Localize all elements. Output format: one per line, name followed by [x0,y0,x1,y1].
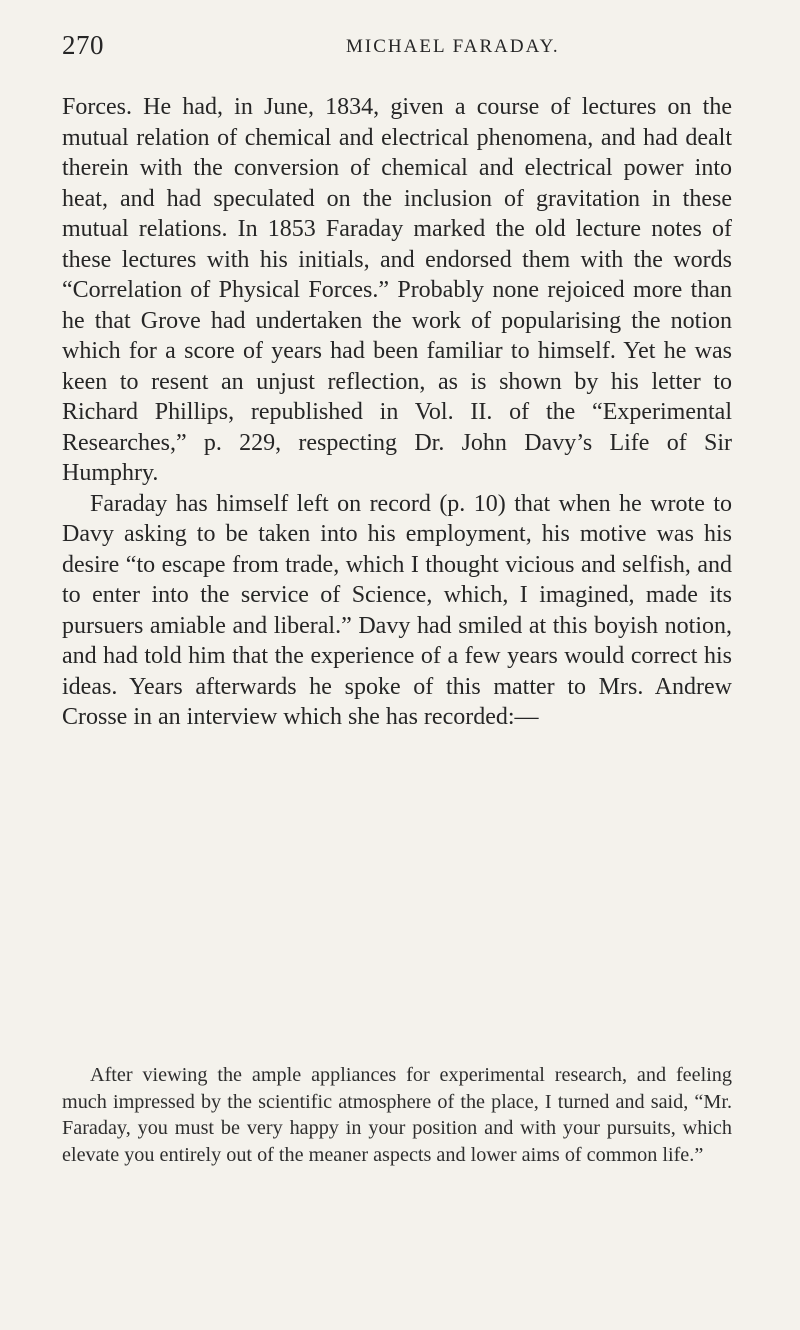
paragraph-2: Faraday has himself left on record (p. 10) that when he wrote to Davy asking to be taken into his employment, his motive was his desire “to escape from trade, which I thought vicious and selfish, and to enter into the service of Science, which, I imagined, made its pursuers amiable and liberal.” Davy had smiled at this boyish notion, and had told him that the experience of a few years would correct his ideas. Years afterwards he spoke of this matter to Mrs. Andrew Crosse in an interview which she has recorded:— [62,490,732,730]
quote-text: After viewing the ample appliances for experimental research, and feeling much impressed by the scientific atmosphere of the place, I turned and said, “Mr. Faraday, you must be very happy in your position and with your pursuits, which elevate you entirely out of the meaner aspects and lower aims of common life.” [62,1064,732,1166]
page-number: 270 [62,30,104,60]
paragraph-1: Forces. He had, in June, 1834, given a course of lectures on the mutual relation of chemical and electrical phenomena, and had dealt therein with the conversion of chemical and electrical power into heat, and had speculated on the inclusion of gravitation in these mutual relations. In 1853 Faraday marked the old lecture notes of these lectures with his initials, and endorsed them with the words “Correlation of Physical Forces.” Probably none rejoiced more than he that Grove had undertaken the work of popularising the notion which for a score of years had been familiar to himself. Yet he was keen to resent an unjust reflection, as is shown by his letter to Richard Phillips, republished in Vol. II. of the “Experimental Researches,” p. 229, respecting Dr. John Davy’s Life of Sir Humphry. [62,94,732,486]
body-text [62,92,732,733]
block-quote [62,1062,732,1168]
running-head: MICHAEL FARADAY. [346,36,560,57]
page-header [62,30,732,70]
